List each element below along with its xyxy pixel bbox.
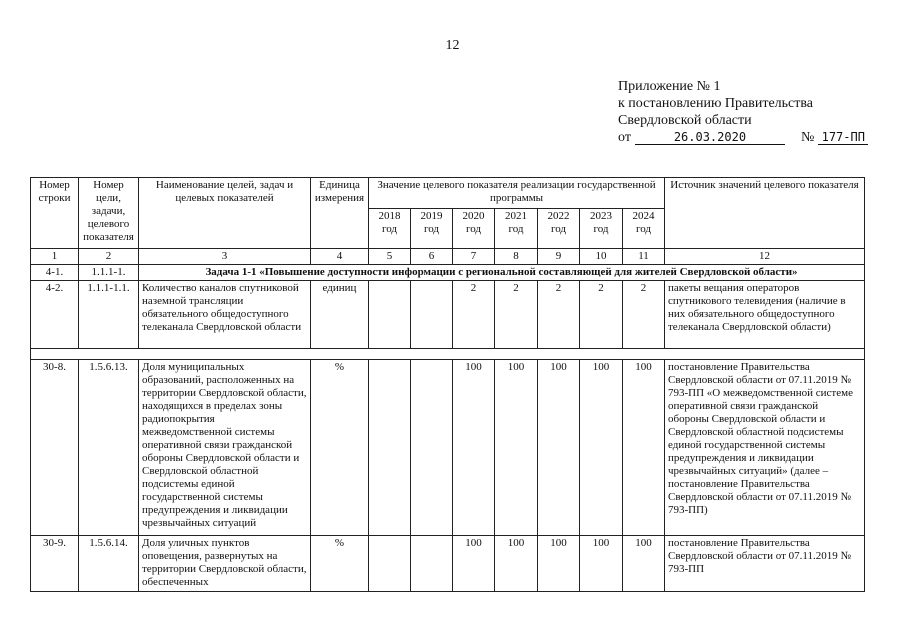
goal-number: 1.1.1-1.1. (79, 281, 139, 349)
header-values-group: Значение целевого показателя реализации государственной программы (369, 178, 665, 209)
header-source: Источник значений целевого показателя (665, 178, 865, 249)
unit: единиц (311, 281, 369, 349)
header-unit: Единица измерения (311, 178, 369, 249)
value-2019 (411, 281, 453, 349)
row-number: 4-2. (31, 281, 79, 349)
header-year: 2022 год (538, 209, 580, 249)
value-2024: 100 (623, 360, 665, 536)
column-number: 5 (369, 249, 411, 265)
value-2021: 100 (495, 536, 538, 592)
header-year: 2023 год (580, 209, 623, 249)
column-number: 9 (538, 249, 580, 265)
value-2020: 2 (453, 281, 495, 349)
unit: % (311, 360, 369, 536)
resolution-date: 26.03.2020 (635, 130, 785, 145)
table-row (31, 281, 865, 349)
value-2018 (369, 360, 411, 536)
column-number: 11 (623, 249, 665, 265)
value-2021: 2 (495, 281, 538, 349)
indicator-source: пакеты вещания операторов спутникового телевидения (наличие в них обязательного общедоступного телеканала Свердловской области) (665, 281, 865, 349)
indicator-name: Доля уличных пунктов оповещения, развернутых на территории Свердловской области, обеспеченных (139, 536, 311, 592)
column-number: 3 (139, 249, 311, 265)
column-number: 7 (453, 249, 495, 265)
value-2023: 100 (580, 536, 623, 592)
row-number: 30-8. (31, 360, 79, 536)
indicator-name: Количество каналов спутниковой наземной трансляции обязательного общедоступного телеканала Свердловской области (139, 281, 311, 349)
page-number: 12 (445, 38, 460, 53)
indicator-source: постановление Правительства Свердловской области от 07.11.2019 № 793-ПП «О межведомственной системе оперативной связи гражданской обороны Свердловской области и Свердловской областной подсистемы единой государственной системы предупреждения и ликвидации чрезвычайных ситуаций» (далее – постановление Правительства Свердловской области от 07.11.2019 № 793-ПП) (665, 360, 865, 536)
column-number: 6 (411, 249, 453, 265)
header-goal-no: Номер цели, задачи, целевого показателя (79, 178, 139, 249)
goal-number: 1.5.6.14. (79, 536, 139, 592)
value-2022: 2 (538, 281, 580, 349)
indicators-table (30, 177, 865, 592)
indicator-name: Доля муниципальных образований, расположенных на территории Свердловской области, находящихся в пределах зоны радиопокрытия межведомственной системы оперативной связи гражданской обороны Свердловской области и Свердловской областной подсистемы единой государственной системы предупреждения и ликвидации чрезвычайных ситуаций (139, 360, 311, 536)
value-2022: 100 (538, 536, 580, 592)
appendix-region: Свердловской области (618, 113, 752, 128)
row-gap (31, 349, 865, 360)
header-year: 2024 год (623, 209, 665, 249)
column-numbers-row (31, 249, 865, 265)
value-2020: 100 (453, 360, 495, 536)
table-row (31, 360, 865, 536)
value-2018 (369, 536, 411, 592)
task-row-no: 4-1. (31, 265, 79, 281)
value-2024: 2 (623, 281, 665, 349)
appendix-date-line (618, 129, 868, 146)
number-label: № (800, 130, 815, 145)
row-number: 30-9. (31, 536, 79, 592)
header-name: Наименование целей, задач и целевых показателей (139, 178, 311, 249)
header-row-no: Номер строки (31, 178, 79, 249)
column-number: 10 (580, 249, 623, 265)
value-2023: 2 (580, 281, 623, 349)
table-row (31, 536, 865, 592)
unit: % (311, 536, 369, 592)
value-2024: 100 (623, 536, 665, 592)
task-row (31, 265, 865, 281)
header-year: 2018 год (369, 209, 411, 249)
header-year: 2020 год (453, 209, 495, 249)
value-2022: 100 (538, 360, 580, 536)
value-2020: 100 (453, 536, 495, 592)
task-title: Задача 1-1 «Повышение доступности информации с региональной составляющей для жителей Свердловской области» (139, 265, 865, 281)
column-number: 1 (31, 249, 79, 265)
header-year: 2019 год (411, 209, 453, 249)
column-number: 12 (665, 249, 865, 265)
value-2019 (411, 360, 453, 536)
appendix-header (618, 78, 868, 146)
task-goal-no: 1.1.1-1. (79, 265, 139, 281)
column-number: 8 (495, 249, 538, 265)
from-label: от (618, 130, 631, 145)
value-2023: 100 (580, 360, 623, 536)
header-year: 2021 год (495, 209, 538, 249)
value-2018 (369, 281, 411, 349)
appendix-title: Приложение № 1 (618, 79, 721, 94)
column-number: 4 (311, 249, 369, 265)
value-2019 (411, 536, 453, 592)
resolution-number: 177-ПП (818, 130, 868, 145)
goal-number: 1.5.6.13. (79, 360, 139, 536)
indicator-source: постановление Правительства Свердловской области от 07.11.2019 № 793-ПП (665, 536, 865, 592)
value-2021: 100 (495, 360, 538, 536)
column-number: 2 (79, 249, 139, 265)
appendix-resolution: к постановлению Правительства (618, 96, 814, 111)
